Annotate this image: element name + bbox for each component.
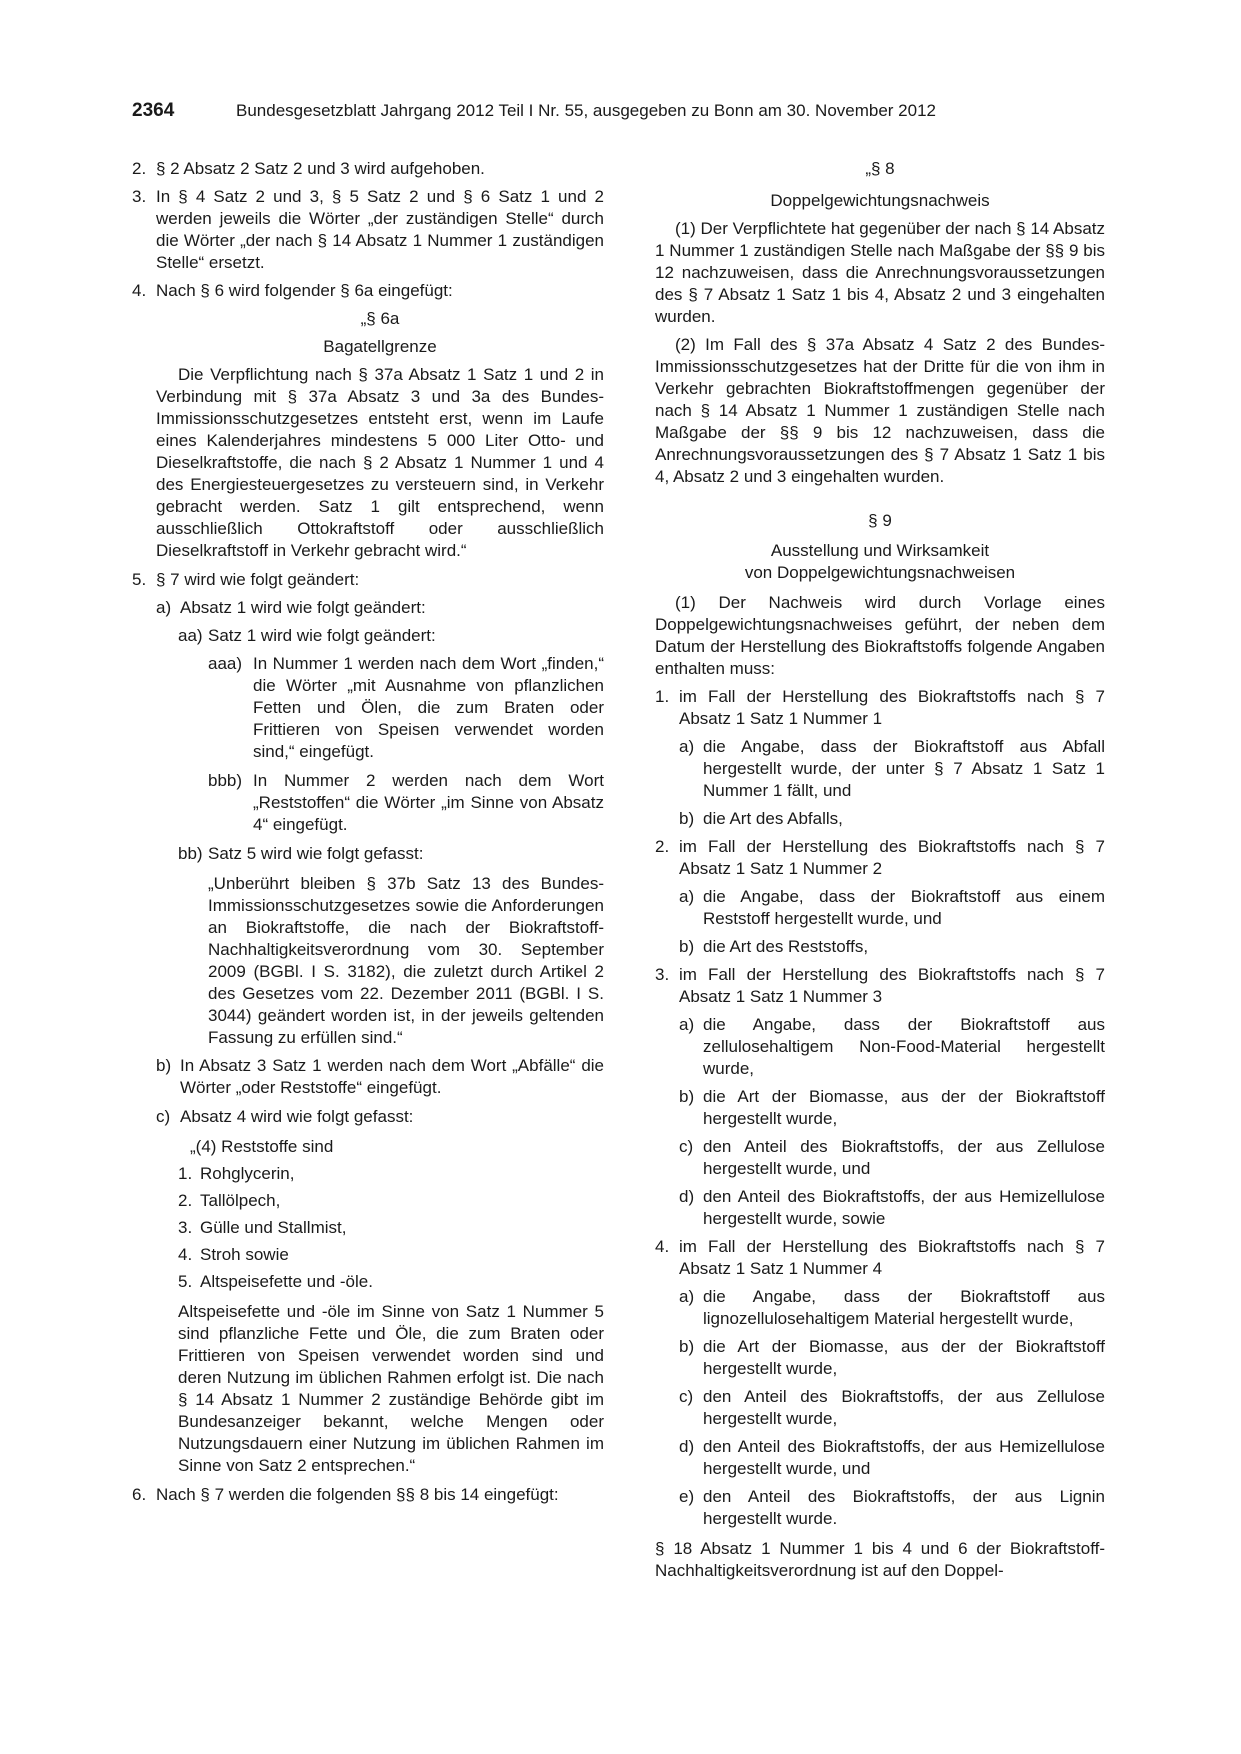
- sub-item-c: [156, 1106, 604, 1128]
- section-number: „§ 6a: [360, 309, 400, 328]
- sub-item: [679, 1286, 1105, 1330]
- section-title: Bagatellgrenze: [323, 337, 437, 356]
- item-label: 3.: [178, 1218, 193, 1237]
- item-text: den Anteil des Biokraftstoffs, der aus Lignin hergestellt wurde.: [703, 1487, 1105, 1528]
- paragraph: (2) Im Fall des § 37a Absatz 4 Satz 2 des Bundes-Immissionsschutzgesetzes hat der Dritte für die von ihm in Verkehr gebrachten Biokraftstoffmengen gegenüber der nach § 14 Absatz 1 Nummer 1 zuständigen Stelle nach Maßgabe der §§ 9 bis 12 nachzuweisen, dass die Anrechnungsvoraussetzungen des § 7 Absatz 1 Satz 1 bis 4, Absatz 2 und 3 eingehalten wurden.: [655, 335, 1105, 486]
- item-text: den Anteil des Biokraftstoffs, der aus Zellulose hergestellt wurde,: [703, 1387, 1105, 1428]
- item-text: den Anteil des Biokraftstoffs, der aus Zellulose hergestellt wurde, und: [703, 1137, 1105, 1178]
- sub-item: [679, 1336, 1105, 1380]
- item-label: b): [679, 809, 695, 828]
- absatz-4-intro: „(4) Reststoffe sind: [190, 1137, 334, 1156]
- paragraph: (1) Der Verpflichtete hat gegenüber der nach § 14 Absatz 1 Nummer 1 zuständigen Stelle nach Maßgabe der §§ 9 bis 12 nachzuweisen, dass die Anrechnungsvoraussetzungen des § 7 Absatz 1 Satz 1 bis 4, Absatz 2 und 3 eingehalten wurden.: [655, 219, 1105, 326]
- item-text: Nach § 6 wird folgender § 6a eingefügt:: [156, 281, 453, 300]
- item-label: 2.: [178, 1191, 193, 1210]
- item-label: 1.: [655, 687, 670, 706]
- closing-paragraph: § 18 Absatz 1 Nummer 1 bis 4 und 6 der Biokraftstoff-Nachhaltigkeitsverordnung ist auf den Doppel-: [655, 1539, 1105, 1580]
- sub-item: [679, 1436, 1105, 1480]
- sub-item: [679, 736, 1105, 802]
- item-label: a): [156, 598, 172, 617]
- item-label: d): [679, 1187, 695, 1206]
- item-label: 6.: [132, 1485, 147, 1504]
- numbered-item-3-subs: [679, 1014, 1105, 1230]
- item-label: 4.: [178, 1245, 193, 1264]
- item-label: b): [679, 1087, 695, 1106]
- sub-item: [679, 1136, 1105, 1180]
- page-number: 2364: [132, 100, 175, 121]
- list-item-4: [132, 280, 604, 302]
- item-5-body: [156, 597, 604, 1477]
- item-label: b): [679, 937, 695, 956]
- item-text: Gülle und Stallmist,: [200, 1218, 347, 1237]
- section-title: Ausstellung und Wirksamkeit: [770, 541, 990, 560]
- item-text: Altspeisefette und -öle.: [200, 1272, 373, 1291]
- list-item-6: [132, 1484, 604, 1506]
- item-label: 2.: [132, 159, 147, 178]
- page-header: [132, 100, 1112, 126]
- sub-item: [679, 1186, 1105, 1230]
- numbered-item-4-subs: [679, 1286, 1105, 1530]
- item-text: die Art des Reststoffs,: [703, 937, 869, 956]
- item-label: b): [679, 1337, 695, 1356]
- sub-item: [679, 1014, 1105, 1080]
- section-text: Die Verpflichtung nach § 37a Absatz 1 Satz 1 und 2 in Verbindung mit § 37a Absatz 3 und 3a des Bundes-Immissionsschutzgesetzes entsteht erst, wenn im Laufe eines Kalenderjahres mindestens 5 000 Liter Otto- und Dieselkraftstoffe, die nach § 2 Absatz 1 Nummer 1 und 4 des Energiesteuergesetzes zu versteuern sind, in Verkehr gebracht werden. Satz 1 gilt entsprechend, wenn ausschließlich Ottokraftstoff oder ausschließlich Dieselkraftstoff in Verkehr gebracht wird.“: [156, 365, 604, 560]
- item-label: c): [679, 1387, 694, 1406]
- item-text: die Art des Abfalls,: [703, 809, 843, 828]
- item-label: 3.: [655, 965, 670, 984]
- item-text: Absatz 4 wird wie folgt gefasst:: [180, 1107, 414, 1126]
- item-text: die Angabe, dass der Biokraftstoff aus lignozellulosehaltigem Material hergestellt wurde,: [703, 1287, 1105, 1328]
- item-label: 5.: [132, 570, 147, 589]
- item-text: Stroh sowie: [200, 1245, 289, 1264]
- rest-item-3: [178, 1217, 604, 1239]
- left-column: [132, 158, 604, 1506]
- item-text: Tallölpech,: [200, 1191, 281, 1210]
- sub-item: [679, 1086, 1105, 1130]
- item-text: die Angabe, dass der Biokraftstoff aus zellulosehaltigem Non-Food-Material hergestellt wurde,: [703, 1015, 1105, 1078]
- section-title: von Doppelgewichtungsnachweisen: [744, 563, 1016, 582]
- right-column: [655, 158, 1105, 1582]
- list-item-3: [132, 186, 604, 274]
- item-label: c): [679, 1137, 694, 1156]
- paragraph: (1) Der Nachweis wird durch Vorlage eines Doppelgewichtungsnachweises geführt, der neben dem Datum der Herstellung des Biokraftstoffs folgende Angaben enthalten muss:: [655, 593, 1105, 678]
- numbered-item-2: [655, 836, 1105, 880]
- item-label: 3.: [132, 187, 147, 206]
- quoted-text: „Unberührt bleiben § 37b Satz 13 des Bundes-Immissionsschutzgesetzes sowie die Anforderungen an Biokraftstoffe, die nach der Biokraftstoff-Nachhaltigkeitsverordnung vom 30. September 2009 (BGBl. I S. 3182), die zuletzt durch Artikel 2 des Gesetzes vom 22. Dezember 2011 (BGBl. I S. 3044) geändert worden ist, in der jeweils geltenden Fassung zu erfüllen sind.“: [208, 874, 604, 1047]
- item-text: In Nummer 1 werden nach dem Wort „finden,“ die Wörter „mit Ausnahme von pflanzlichen Fetten und Ölen, die zum Braten oder Frittieren von Speisen verwendet worden sind,“ eingefügt.: [253, 654, 604, 761]
- item-label: 4.: [132, 281, 147, 300]
- section-number: „§ 8: [865, 159, 895, 178]
- item-label: b): [156, 1056, 172, 1075]
- absatz-4-text: Altspeisefette und -öle im Sinne von Satz 1 Nummer 5 sind pflanzliche Fette und Öle, die zum Braten oder Frittieren von Speisen verwendet worden sind und deren Nutzung im üblichen Rahmen erfolgt ist. Die nach § 14 Absatz 1 Nummer 2 zuständige Behörde gibt im Bundesanzeiger bekannt, welche Mengen oder Nutzungsdauern einer Nutzung im üblichen Rahmen im Sinne von Satz 2 entsprechen.“: [178, 1302, 604, 1475]
- item-text: Nach § 7 werden die folgenden §§ 8 bis 14 eingefügt:: [156, 1485, 559, 1504]
- sub-item: [679, 1486, 1105, 1530]
- item-label: a): [679, 737, 695, 756]
- item-text: im Fall der Herstellung des Biokraftstoffs nach § 7 Absatz 1 Satz 1 Nummer 4: [679, 1237, 1105, 1278]
- sub-item-a: [156, 597, 604, 619]
- item-text: die Art der Biomasse, aus der der Biokraftstoff hergestellt wurde,: [703, 1337, 1105, 1378]
- item-label: bbb): [208, 771, 243, 790]
- numbered-item-2-subs: [679, 886, 1105, 958]
- item-text: den Anteil des Biokraftstoffs, der aus Hemizellulose hergestellt wurde, und: [703, 1437, 1105, 1478]
- item-label: 4.: [655, 1237, 670, 1256]
- numbered-item-1-subs: [679, 736, 1105, 830]
- sub-item-a-body: [178, 625, 604, 1049]
- rest-item-1: [178, 1163, 604, 1185]
- section-6a: [156, 308, 604, 562]
- sub-item-b: [156, 1055, 604, 1099]
- item-text: Absatz 1 wird wie folgt geändert:: [180, 598, 426, 617]
- sub-item: [679, 886, 1105, 930]
- item-text: die Angabe, dass der Biokraftstoff aus einem Reststoff hergestellt wurde, und: [703, 887, 1105, 928]
- running-title: Bundesgesetzblatt Jahrgang 2012 Teil I Nr. 55, ausgegeben zu Bonn am 30. November 2012: [236, 101, 936, 120]
- item-text: im Fall der Herstellung des Biokraftstoffs nach § 7 Absatz 1 Satz 1 Nummer 3: [679, 965, 1105, 1006]
- item-text: Rohglycerin,: [200, 1164, 295, 1183]
- rest-item-5: [178, 1271, 604, 1293]
- item-label: a): [679, 887, 695, 906]
- item-text: § 7 wird wie folgt geändert:: [156, 570, 360, 589]
- list-item-5: [132, 569, 604, 591]
- item-text: In Nummer 2 werden nach dem Wort „Reststoffen“ die Wörter „im Sinne von Absatz 4“ eingefügt.: [253, 771, 604, 834]
- item-text: Satz 1 wird wie folgt geändert:: [208, 626, 436, 645]
- item-text: § 2 Absatz 2 Satz 2 und 3 wird aufgehoben.: [156, 159, 485, 178]
- item-label: aaa): [208, 654, 243, 673]
- item-text: im Fall der Herstellung des Biokraftstoffs nach § 7 Absatz 1 Satz 1 Nummer 1: [679, 687, 1105, 728]
- sub-item-c-body: [178, 1136, 604, 1477]
- section-number: § 9: [868, 511, 892, 530]
- sub-item-aa: [178, 625, 604, 647]
- item-label: bb): [178, 844, 203, 863]
- numbered-item-1: [655, 686, 1105, 730]
- item-text: In Absatz 3 Satz 1 werden nach dem Wort „Abfälle“ die Wörter „oder Reststoffe“ eingefügt.: [180, 1056, 604, 1097]
- item-label: aa): [178, 626, 203, 645]
- item-text: den Anteil des Biokraftstoffs, der aus Hemizellulose hergestellt wurde, sowie: [703, 1187, 1105, 1228]
- item-label: a): [679, 1015, 695, 1034]
- sub-item: [679, 808, 1105, 830]
- item-text: In § 4 Satz 2 und 3, § 5 Satz 2 und § 6 Satz 1 und 2 werden jeweils die Wörter „der zuständigen Stelle“ durch die Wörter „der nach § 14 Absatz 1 Nummer 1 zuständigen Stelle“ ersetzt.: [156, 187, 604, 272]
- sub-item-aa-body: [208, 653, 604, 836]
- item-text: die Angabe, dass der Biokraftstoff aus Abfall hergestellt wurde, der unter § 7 Absatz 1 Satz 1 Nummer 1 fällt, und: [703, 737, 1105, 800]
- item-label: d): [679, 1437, 695, 1456]
- item-label: 1.: [178, 1164, 193, 1183]
- section-title: Doppelgewichtungsnachweis: [770, 191, 990, 210]
- numbered-item-3: [655, 964, 1105, 1008]
- item-text: die Art der Biomasse, aus der der Biokraftstoff hergestellt wurde,: [703, 1087, 1105, 1128]
- item-text: im Fall der Herstellung des Biokraftstoffs nach § 7 Absatz 1 Satz 1 Nummer 2: [679, 837, 1105, 878]
- rest-item-2: [178, 1190, 604, 1212]
- item-label: 2.: [655, 837, 670, 856]
- sub-item-bbb: [208, 770, 604, 836]
- item-label: a): [679, 1287, 695, 1306]
- sub-item-aaa: [208, 653, 604, 763]
- item-text: Satz 5 wird wie folgt gefasst:: [208, 844, 424, 863]
- sub-item-bb: [178, 843, 604, 865]
- item-label: c): [156, 1107, 171, 1126]
- list-item-2: [132, 158, 604, 180]
- numbered-item-4: [655, 1236, 1105, 1280]
- sub-item: [679, 936, 1105, 958]
- item-label: 5.: [178, 1272, 193, 1291]
- rest-item-4: [178, 1244, 604, 1266]
- item-label: e): [679, 1487, 695, 1506]
- sub-item: [679, 1386, 1105, 1430]
